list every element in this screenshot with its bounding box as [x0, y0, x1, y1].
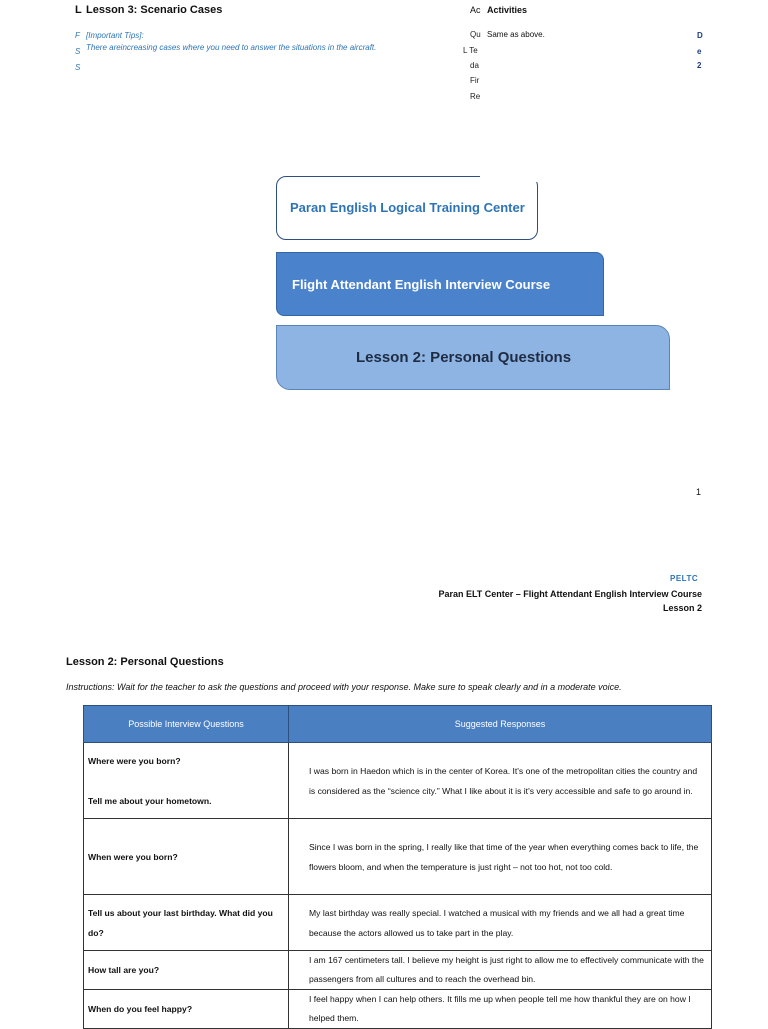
question-cell	[84, 743, 289, 819]
response-cell: I am 167 centimeters tall. I believe my height is just right to allow me to effectively communicate with the passengers from all cultures and to reach the overhead bin.	[289, 951, 712, 990]
activities-prefix: Ac	[470, 5, 481, 15]
tip-label: [Important Tips]:	[86, 31, 144, 40]
table-row	[84, 951, 712, 990]
question-cell: When were you born?	[84, 819, 289, 895]
activities-label: Activities	[487, 5, 528, 15]
lesson-name: Lesson 2: Personal Questions	[356, 349, 572, 366]
edge-mark: e	[697, 47, 702, 56]
table-row	[84, 743, 712, 819]
fragment-title: Lesson 3: Scenario Cases	[86, 4, 223, 16]
peltc-logo: PELTC	[670, 574, 699, 583]
response-cell: I was born in Haedon which is in the center of Korea. It's one of the metropolitan cities the country and is considered as the “science city.” What I like about it is it's very accessible and safe to go around in.	[289, 743, 712, 819]
header-course: Paran ELT Center – Flight Attendant English Interview Course	[438, 589, 702, 599]
section-title: Lesson 2: Personal Questions	[66, 656, 224, 668]
question-text: Tell me about your hometown.	[88, 795, 212, 806]
row-prefix: L Te	[463, 46, 478, 55]
col-responses-header: Suggested Responses	[289, 706, 712, 743]
table-row	[84, 895, 712, 951]
question-cell: How tall are you?	[84, 951, 289, 990]
row-prefix: Fir	[470, 76, 480, 85]
col-questions-header: Possible Interview Questions	[84, 706, 289, 743]
response-cell: Since I was born in the spring, I really like that time of the year when everything comes back to life, the flowers bloom, and when the temperature is just right – not too hot, not too cold.	[289, 819, 712, 895]
row-prefix: Re	[470, 92, 481, 101]
table-row	[84, 819, 712, 895]
fragment-left-mark: S	[75, 47, 81, 56]
box-notch	[480, 168, 546, 182]
fragment-left-mark: F	[75, 31, 80, 40]
tip-text: There areincreasing cases where you need to answer the situations in the aircraft.	[86, 43, 377, 52]
same-as-above: Same as above.	[487, 30, 545, 39]
edge-mark: D	[697, 31, 703, 40]
instructions: Instructions: Wait for the teacher to ask the questions and proceed with your response. Make sure to speak clearly and in a moderate voice.	[66, 682, 622, 692]
question-cell: Tell us about your last birthday. What did you do?	[84, 895, 289, 951]
course-name: Flight Attendant English Interview Course	[292, 277, 551, 292]
edge-mark: 2	[697, 61, 702, 70]
question-cell: When do you feel happy?	[84, 990, 289, 1029]
row-prefix: Qu	[470, 30, 481, 39]
center-name: Paran English Logical Training Center	[290, 200, 525, 215]
fragment-left-mark: S	[75, 63, 81, 72]
interview-table	[83, 705, 712, 1029]
row-prefix: da	[470, 61, 479, 70]
page-number: 1	[696, 487, 702, 497]
table-row	[84, 990, 712, 1029]
header-lesson: Lesson 2	[662, 603, 702, 613]
response-cell: I feel happy when I can help others. It fills me up when people tell me how thankful they are on how I helped them.	[289, 990, 712, 1029]
table-header-row	[84, 706, 712, 743]
response-cell: My last birthday was really special. I watched a musical with my friends and we all had a great time because the actors allowed us to take part in the play.	[289, 895, 712, 951]
activities-header	[470, 5, 527, 15]
fragment-mark: L	[75, 4, 82, 16]
question-text: Where were you born?	[88, 755, 181, 766]
